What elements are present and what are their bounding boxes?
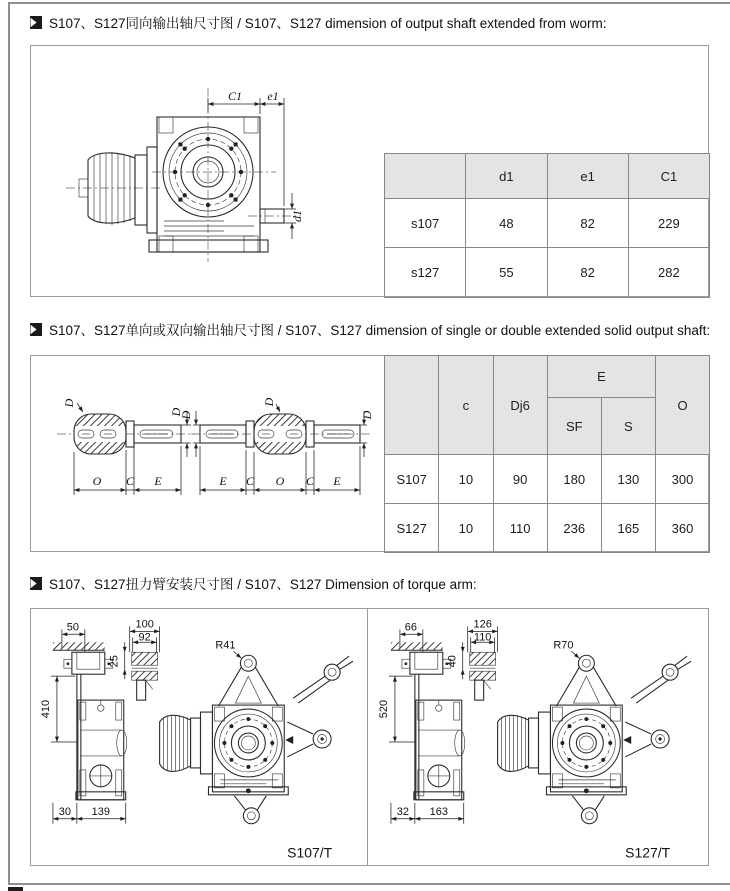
output-shaft-table (384, 153, 710, 298)
table-row (385, 199, 710, 248)
drawing-torque-arm-s127t (371, 611, 705, 865)
cell-model: S127 (385, 504, 439, 553)
cell-model: S107 (385, 455, 439, 504)
cell-value: 282 (628, 248, 709, 298)
table2-header-e: E (547, 356, 655, 398)
cell-value: 236 (547, 504, 601, 553)
dim-bracket-width: 66 (404, 621, 417, 634)
dim-label-c: C (125, 474, 135, 488)
footer-mark (8, 887, 23, 891)
page-border-left (8, 2, 10, 885)
cell-value: 360 (656, 504, 710, 553)
section3-heading (30, 573, 477, 593)
dim-bush-outer: 100 (135, 618, 154, 631)
cell-value: 300 (656, 455, 710, 504)
dim-bush-height: 25 (108, 655, 121, 668)
dim-label-c1: C1 (227, 89, 243, 103)
cell-value: 229 (628, 199, 709, 248)
cell-value: 48 (466, 199, 547, 248)
dim-label-o: O (275, 474, 285, 488)
dim-foot-offset: 32 (396, 805, 409, 818)
page-border-bottom (8, 883, 730, 885)
section1-heading-text: S107、S127同向输出轴尺寸图 / S107、S127 dimension of output shaft extended from worm: (49, 16, 607, 31)
cell-model: s127 (385, 248, 466, 298)
dim-bracket-width: 50 (66, 621, 79, 634)
detached-arm-parts (623, 656, 691, 757)
dim-arm-radius: R70 (553, 639, 574, 652)
dim-bush-outer: 126 (473, 618, 492, 631)
dim-label-d: D (62, 398, 76, 408)
dim-bush-height: 40 (446, 655, 459, 668)
cell-value: 165 (601, 504, 655, 553)
dim-bush-inner: 110 (473, 631, 492, 644)
table2-header-sf: SF (547, 398, 601, 455)
double-extended-shaft (179, 397, 374, 495)
drawing-output-shaft-from-worm (42, 52, 362, 292)
dim-label-d: D (360, 410, 374, 420)
table1-header-c1: C1 (628, 154, 709, 199)
section-bullet-icon (30, 323, 42, 336)
table2-header-o: O (656, 356, 710, 455)
variant-label-s127t: S127/T (625, 844, 671, 861)
table1-header-d1: d1 (466, 154, 547, 199)
cell-model: s107 (385, 199, 466, 248)
dim-foot-width: 139 (91, 805, 110, 818)
table2-header-blank (385, 356, 439, 455)
dim-label-d1: d1 (290, 210, 304, 222)
dim-label-e: E (219, 474, 227, 488)
side-view (378, 621, 465, 823)
table-row (385, 248, 710, 298)
table-row (385, 504, 710, 553)
page-border-top (8, 2, 730, 4)
worm-input-motor (79, 147, 157, 233)
cell-value: 82 (547, 199, 628, 248)
side-view (40, 621, 127, 823)
drawing-torque-arm-s107t (33, 611, 367, 865)
section-bullet-icon (30, 577, 42, 590)
section1-heading (30, 12, 607, 32)
cell-value: 10 (439, 455, 493, 504)
section2-heading (30, 319, 710, 339)
dim-label-e: E (333, 474, 341, 488)
bushing-detail (109, 618, 160, 700)
cell-value: 110 (493, 504, 547, 553)
dim-arm-length: 520 (377, 699, 390, 719)
table-row (385, 455, 710, 504)
cell-value: 55 (466, 248, 547, 298)
dim-arm-length: 410 (39, 699, 52, 719)
cell-value: 130 (601, 455, 655, 504)
cell-value: 90 (493, 455, 547, 504)
detached-arm-parts (285, 656, 353, 757)
bushing-detail (447, 618, 498, 700)
section3-heading-text: S107、S127扭力臂安装尺寸图 / S107、S127 Dimension of torque arm: (49, 577, 477, 592)
dim-label-o: O (92, 474, 102, 488)
table2-header-s: S (601, 398, 655, 455)
front-view (160, 639, 289, 823)
table2-header-c: c (439, 356, 493, 455)
dim-foot-width: 163 (429, 805, 448, 818)
dim-label-e1: e1 (267, 89, 279, 103)
table1-header-e1: e1 (547, 154, 628, 199)
variant-label-s107t: S107/T (287, 844, 333, 861)
dim-label-c: C (245, 474, 255, 488)
front-view (498, 639, 627, 823)
table2-header-dj6: Dj6 (493, 356, 547, 455)
dim-label-e: E (154, 474, 162, 488)
torque-arm-cell-divider (367, 609, 368, 865)
dim-label-d: D (179, 410, 193, 420)
solid-shaft-table (384, 355, 710, 553)
cell-value: 82 (547, 248, 628, 298)
dim-arm-radius: R41 (215, 639, 236, 652)
cell-value: 10 (439, 504, 493, 553)
drawing-solid-output-shafts (33, 390, 381, 550)
table1-header-blank (385, 154, 466, 199)
dim-foot-offset: 30 (58, 805, 71, 818)
dim-bush-inner: 92 (138, 631, 151, 644)
dim-label-c: C (305, 474, 315, 488)
section2-heading-text: S107、S127单向或双向输出轴尺寸图 / S107、S127 dimension of single or double extended solid output shaft: (49, 323, 711, 338)
section-bullet-icon (30, 16, 42, 29)
single-extended-shaft (57, 398, 195, 495)
dim-label-d: D (169, 407, 183, 417)
dim-label-d: D (262, 397, 276, 407)
cell-value: 180 (547, 455, 601, 504)
